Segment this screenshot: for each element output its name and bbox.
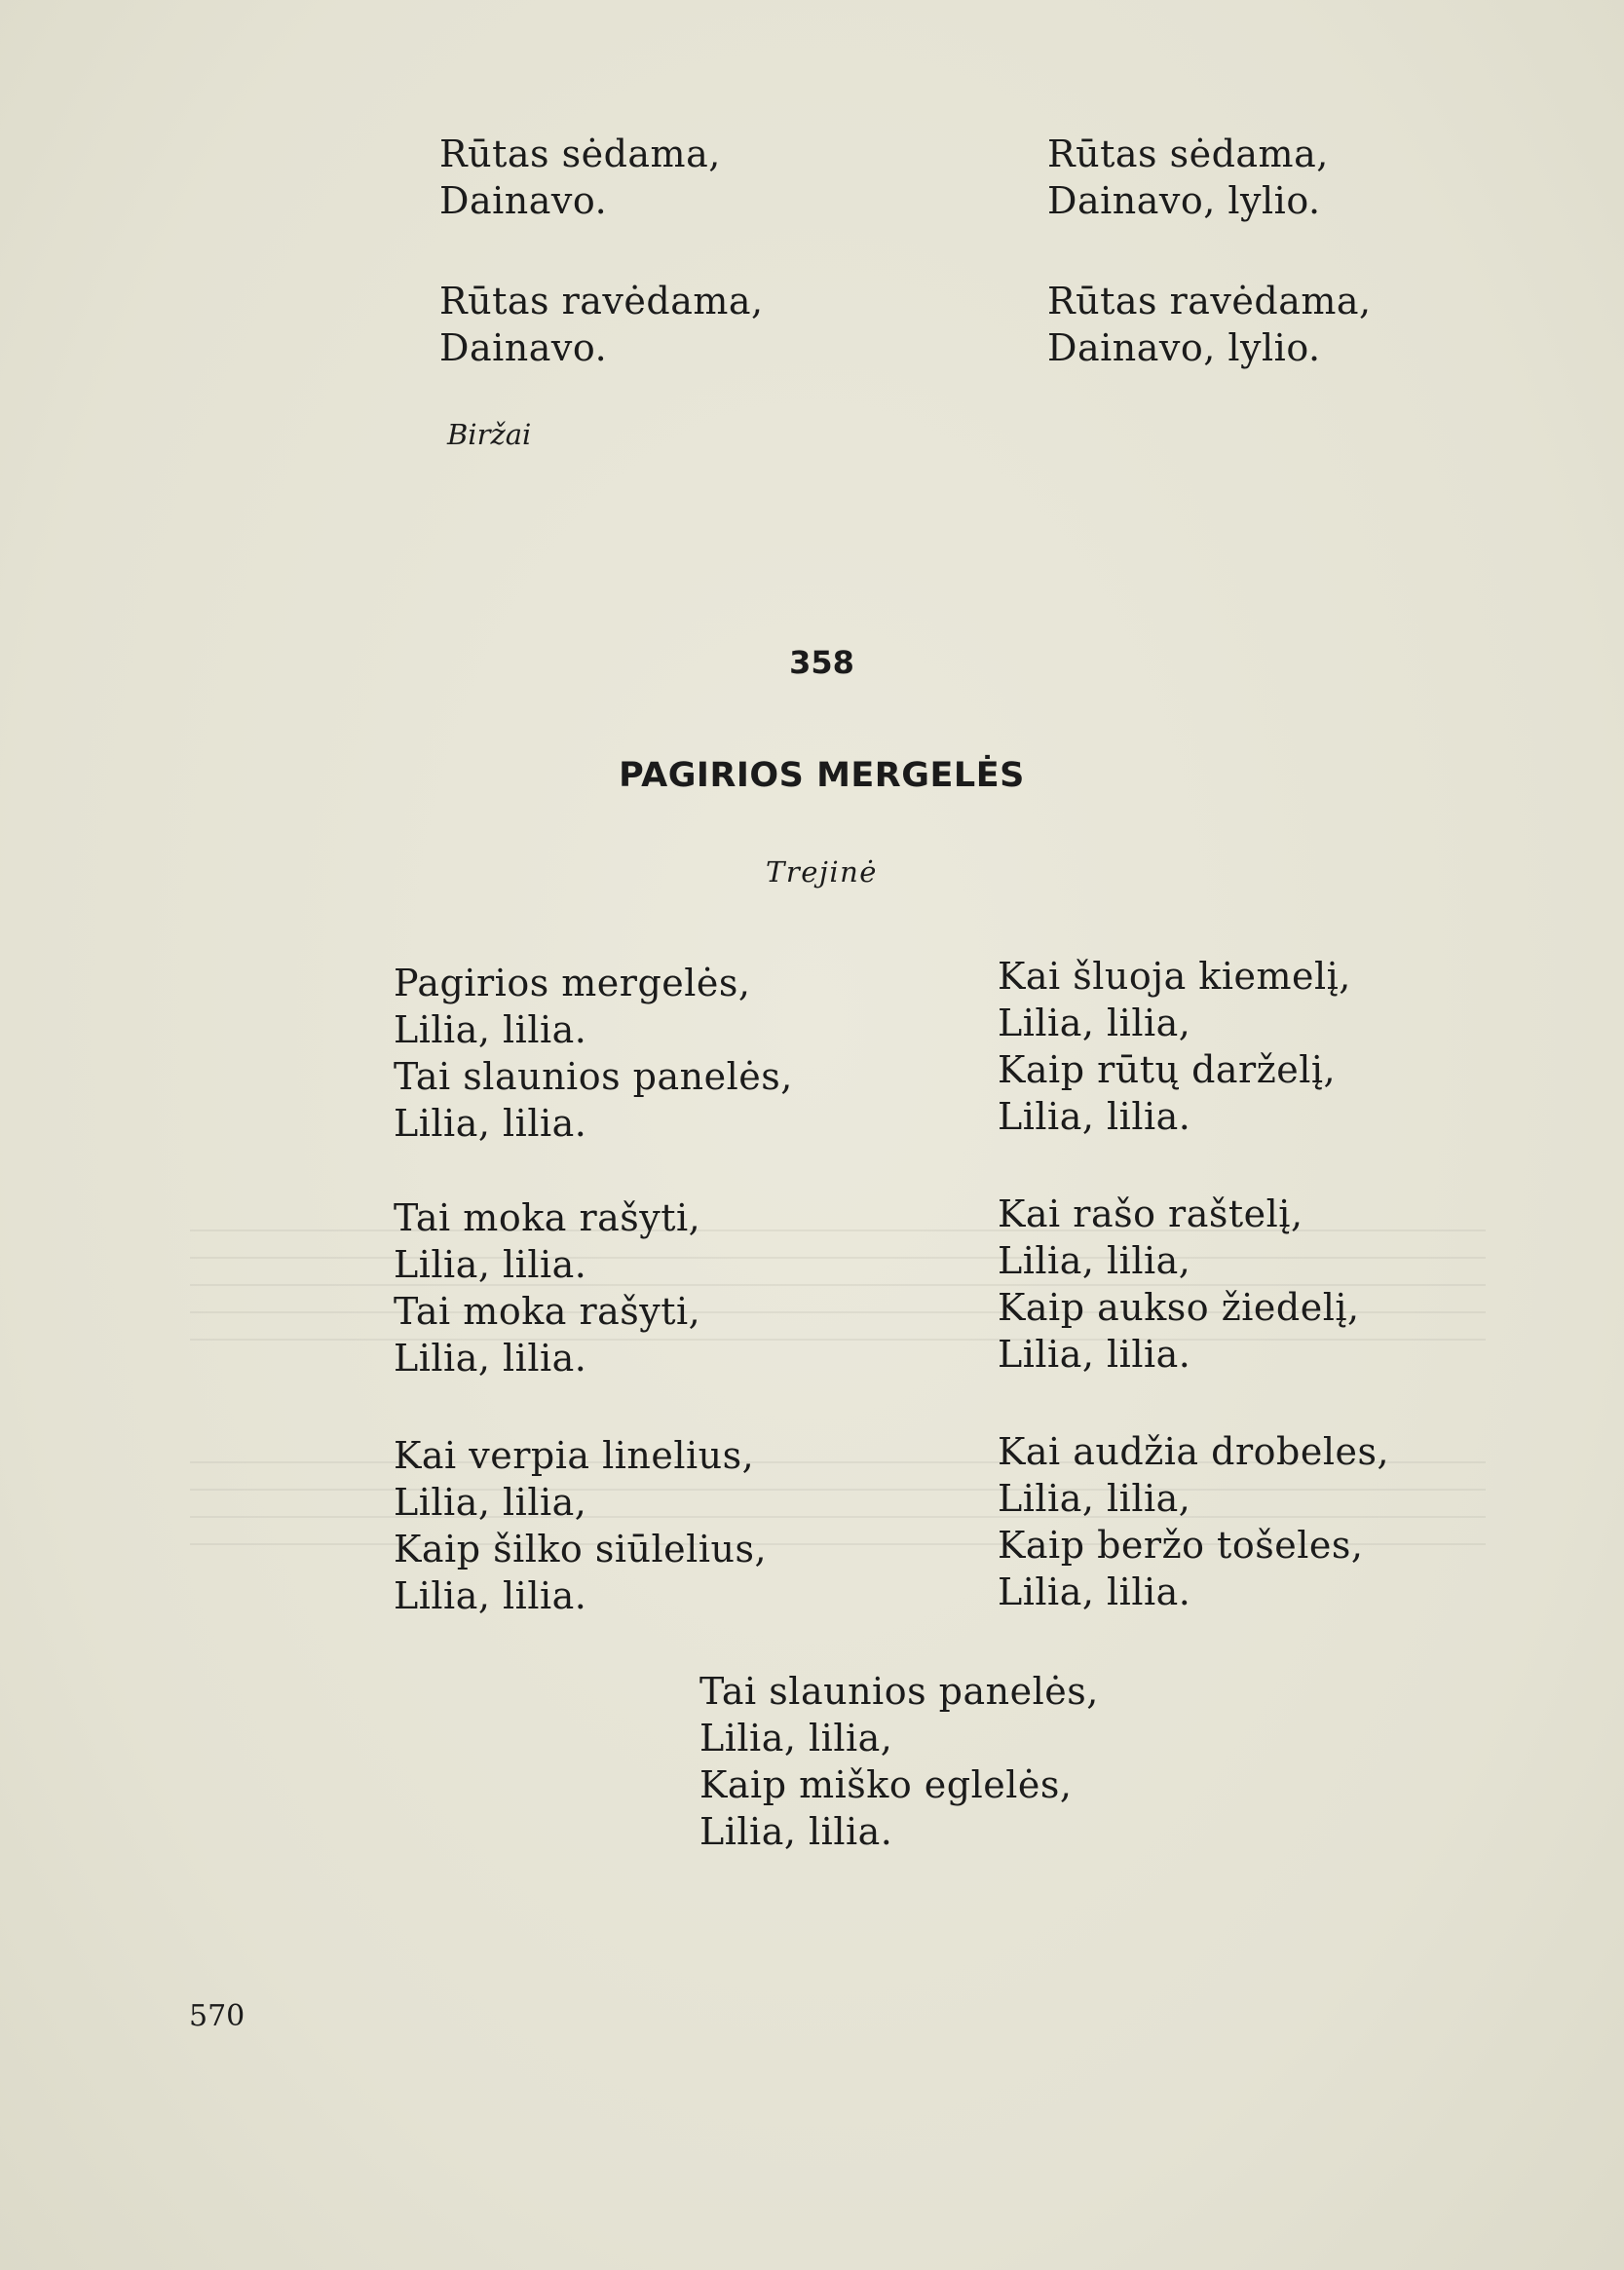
verse-line: Kaip aukso žiedelį,	[998, 1286, 1360, 1329]
verse-line: Dainavo.	[439, 179, 608, 222]
verse-line: Lilia, lilia,	[394, 1481, 587, 1524]
final-stanza	[699, 1668, 1099, 1855]
page-number: 570	[189, 1999, 245, 2033]
verse-line: Dainavo, lylio.	[1047, 326, 1321, 369]
verse-line: Kaip rūtų darželį,	[998, 1048, 1337, 1091]
verse-line: Lilia, lilia.	[394, 1008, 587, 1051]
verse-line: Dainavo.	[439, 326, 608, 369]
verse-line: Kai šluoja kiemelį,	[998, 955, 1351, 998]
verse-line: Rūtas ravėdama,	[1047, 280, 1372, 322]
verse-line: Kai rašo raštelį,	[998, 1192, 1303, 1235]
verse-line: Rūtas sėdama,	[1047, 132, 1329, 175]
prev-song-right-stanza-2	[1047, 278, 1372, 371]
verse-line: Tai slaunios panelės,	[699, 1670, 1099, 1713]
verse-line: Kaip šilko siūlelius,	[394, 1528, 768, 1570]
verse-line: Lilia, lilia.	[394, 1243, 587, 1286]
verse-line: Rūtas sėdama,	[439, 132, 721, 175]
right-stanza-2	[998, 1191, 1360, 1378]
verse-line: Pagirios mergelės,	[394, 962, 751, 1004]
verse-line: Tai moka rašyti,	[394, 1196, 701, 1239]
verse-line: Lilia, lilia,	[998, 1477, 1191, 1520]
verse-line: Lilia, lilia.	[699, 1810, 893, 1853]
verse-line: Kaip beržo tošeles,	[998, 1524, 1364, 1567]
song-number: 358	[789, 644, 854, 681]
right-stanza-3	[998, 1428, 1389, 1615]
prev-song-right-stanza-1	[1047, 131, 1329, 224]
right-stanza-1	[998, 953, 1351, 1140]
verse-line: Lilia, lilia,	[998, 1002, 1191, 1044]
verse-line: Tai slaunios panelės,	[394, 1055, 793, 1098]
left-stanza-3	[394, 1432, 767, 1619]
verse-line: Lilia, lilia,	[998, 1239, 1191, 1282]
verse-line: Lilia, lilia.	[394, 1574, 587, 1617]
verse-line: Kaip miško eglelės,	[699, 1763, 1073, 1806]
verse-line: Lilia, lilia.	[394, 1102, 587, 1145]
verse-line: Dainavo, lylio.	[1047, 179, 1321, 222]
verse-line: Kai verpia linelius,	[394, 1434, 755, 1477]
left-stanza-1	[394, 960, 793, 1147]
verse-line: Lilia, lilia.	[998, 1333, 1191, 1376]
verse-line: Rūtas ravėdama,	[439, 280, 764, 322]
left-stanza-2	[394, 1194, 700, 1381]
verse-line: Kai audžia drobeles,	[998, 1430, 1390, 1473]
verse-line: Lilia, lilia.	[998, 1570, 1191, 1613]
verse-line: Lilia, lilia.	[394, 1337, 587, 1380]
prev-song-left-stanza-2	[439, 278, 764, 371]
song-subtitle: Trejinė	[766, 855, 878, 889]
song-title: PAGIRIOS MERGELĖS	[619, 756, 1025, 795]
prev-song-left-stanza-1	[439, 131, 721, 224]
verse-line: Lilia, lilia.	[998, 1095, 1191, 1138]
verse-line: Lilia, lilia,	[699, 1717, 893, 1759]
verse-line: Tai moka rašyti,	[394, 1290, 701, 1333]
song-origin: Biržai	[447, 418, 532, 451]
